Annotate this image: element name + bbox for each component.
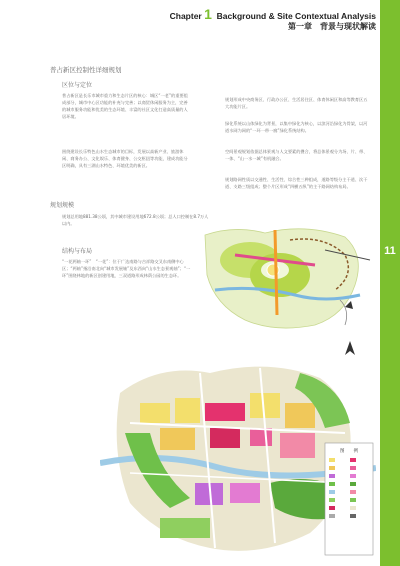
chapter-number: 1 [204,6,212,22]
location-paragraph-1: 普占新区是长乐市城市重力和生态片区的核心：城区“一老”的重要组成部分，城市中心区功能的补充与完善；以商贸休闲服务为主，完善的城市服务功能和优美的生态环境、丰富的社区文化打造高质量的人居环境。 [62,93,188,119]
legend-title: 图 例 [340,449,358,454]
structure-paragraph: “一花两轴一环” “一花”：位于广达南路与吉祥路交叉东南侧中心区；“两轴”指沿南北向“城市发展轴”及东西向“山水生态景观轴”；“一环”围绕林地的新区创建用地，三双道路形成林荫公园的生态环。 [62,259,191,278]
right-paragraph-1: 规划形成中央商务区、行政办公区、生活居住区、体育休闲区和高等教育区五大功能片区。 [225,97,368,109]
location-paragraph-2: 围绕建设长乐特色山水生态城市的目标，发展以高新产业、旅游休闲、商务办公、文化娱乐、体育健身、公交枢纽等功能，建成功能分区明确，具有三湖山水特色、环境优美的新区。 [62,149,188,168]
section-title: 普占新区控制性详细规划 [50,66,122,74]
right-paragraph-4: 规划路网性质以交通性、生活性、综合性三种组成，道路等级分主干道、次干道、支路三级组成；整个片区形成“四横五纵”的主干路网结构布局。 [225,177,368,189]
chapter-title-en: Background & Site Contextual Analysis [216,11,376,21]
chapter-word: Chapter [169,11,202,21]
side-tab [380,0,400,566]
location-title: 区位与定位 [62,82,93,89]
scale-paragraph: 规划总用地881.38公顷，其中城市建设用地672.8公顷；总人口控制在8.7万人以内。 [62,214,209,226]
right-paragraph-2: 绿化系统以山体绿化为背景，以集中绿化为核心，以滨河沿绿化为骨架，以河道水网为网的“一环一带一廊”绿化系统结构。 [225,121,368,133]
right-paragraph-3: 空间景观规划依据总体景观与人文要素的叠合，将总体景观分为场、片、带、一体、“山一水一城”有机融合。 [225,149,368,161]
land-use-plan-map [100,333,376,561]
chapter-title-cn: 第一章 背景与现状解读 [288,22,376,31]
scale-title: 规划规模 [50,202,75,209]
structure-diagram-map [195,215,375,335]
page-number: 11 [384,245,396,257]
structure-title: 结构与布局 [62,248,93,255]
chapter-header-en [100,6,376,22]
